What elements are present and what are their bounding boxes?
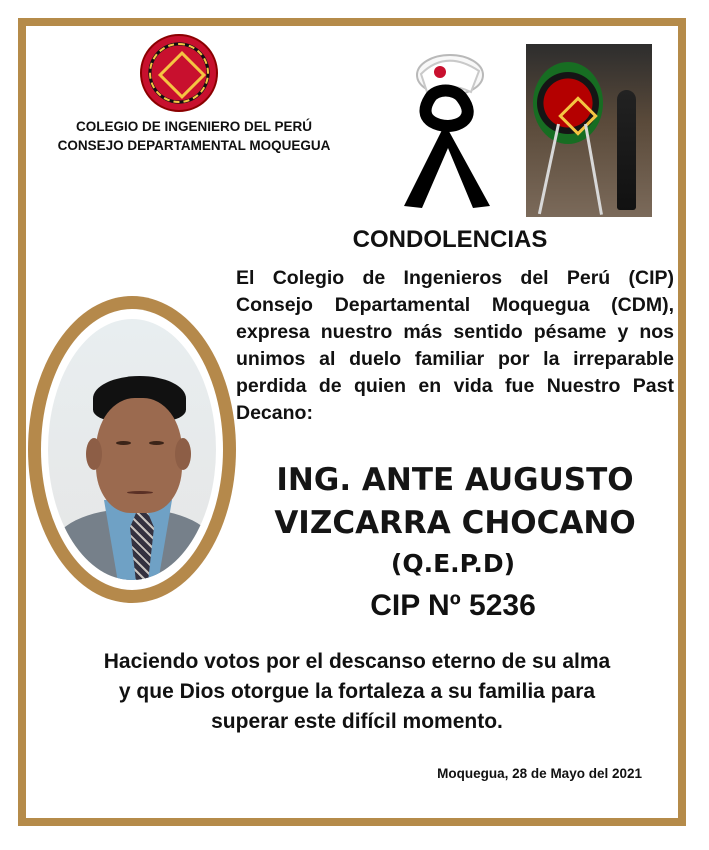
closing-message: [54, 647, 660, 737]
cip-number: CIP Nº 5236: [370, 589, 536, 622]
honoree-portrait: [48, 319, 216, 580]
organization-name: COLEGIO DE INGENIERO DEL PERÚ: [75, 119, 313, 134]
closing-line: y que Dios otorgue la fortaleza a su familia para: [118, 680, 596, 703]
person-silhouette: [617, 90, 636, 210]
ear: [86, 438, 102, 470]
memorial-portrait-frame: [28, 296, 236, 603]
page-title: CONDOLENCIAS: [352, 226, 548, 253]
mouth: [127, 491, 153, 494]
cip-seal-icon: [140, 34, 218, 112]
place-date: Moquegua, 28 de Mayo del 2021: [437, 766, 642, 781]
closing-line: superar este difícil momento.: [211, 710, 503, 733]
eye: [116, 441, 131, 445]
eye: [149, 441, 164, 445]
black-mourning-ribbon-icon: [398, 48, 493, 213]
face: [96, 398, 182, 513]
wreath-stand-leg: [584, 124, 603, 215]
organization-header: [44, 117, 344, 155]
portrait-mat: [41, 309, 223, 590]
condolence-message: El Colegio de Ingenieros del Perú (CIP) Consejo Departamental Moquegua (CDM), expresa nuestro más sentido pésame y nos unimos al duelo familiar por la irreparable perdida de quien en vida fue Nuestro Past Decano:: [236, 267, 674, 424]
wreath-image: [533, 62, 603, 144]
wreath-emblem: [558, 96, 598, 136]
memorial-wreath-photo: [526, 44, 652, 217]
honoree-name-line2: VIZCARRA CHOCANO: [274, 505, 636, 541]
ear: [175, 438, 191, 470]
honoree-name: [240, 459, 670, 545]
honoree-name-line1: ING. ANTE AUGUSTO: [276, 462, 634, 498]
qepd-label: (Q.E.P.D): [390, 549, 516, 578]
closing-line: Haciendo votos por el descanso eterno de su alma: [103, 650, 611, 673]
organization-council: CONSEJO DEPARTAMENTAL MOQUEGUA: [57, 138, 331, 153]
